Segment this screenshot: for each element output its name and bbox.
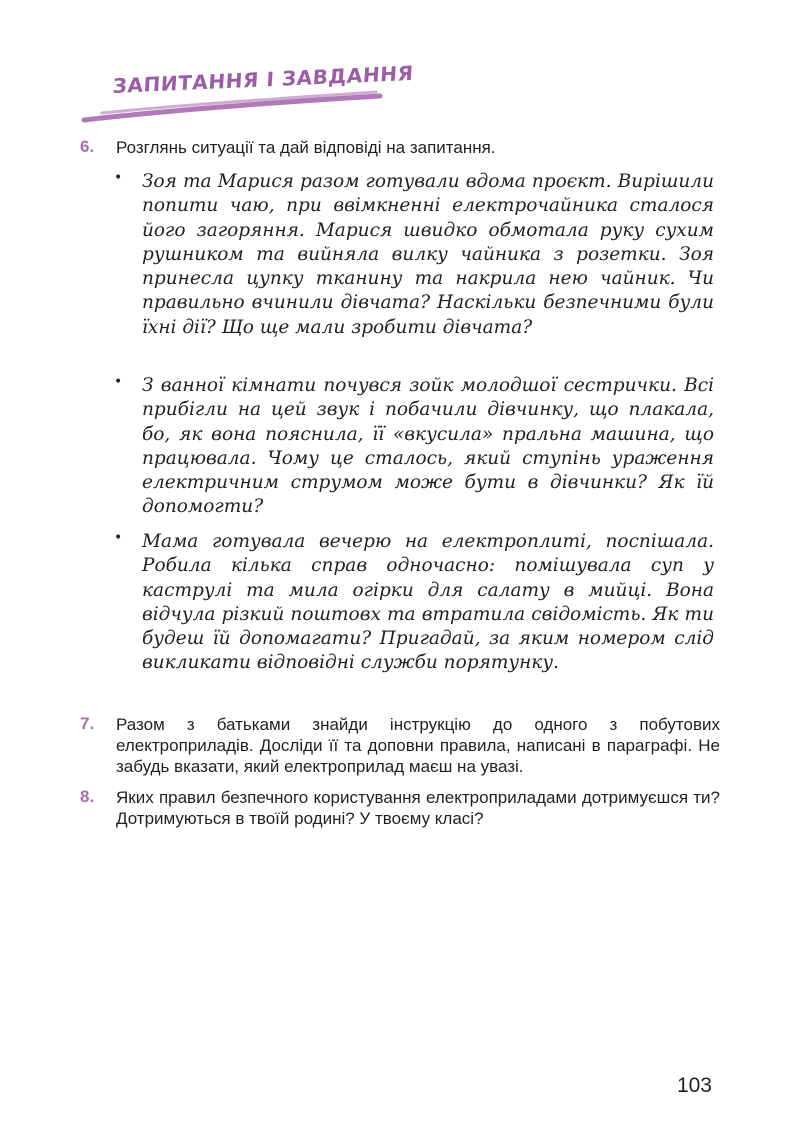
bullet-icon: • xyxy=(114,374,123,390)
task-text: Розглянь ситуації та дай відповіді на запитання. xyxy=(116,138,496,157)
bullet-icon: • xyxy=(114,170,123,186)
task-6 xyxy=(80,137,720,158)
scenario-text: Мама готувала вечерю на електроплиті, поспішала. Робила кілька справ одночасно: помішувала суп у каструлі та мила огірки для салату в мийці. Вона відчула різкий поштовх та втратила свідомість. Як ти будеш їй допомагати? Пригадай, за яким номером слід викликати відповідні служби порятунку. xyxy=(142,531,714,674)
bullet-icon: • xyxy=(114,530,123,546)
task-8 xyxy=(80,787,720,829)
task-text: Яких правил безпечного користування електроприладами дотримуєшся ти? Дотримуються в твоїй родині? У твоєму класі? xyxy=(116,788,720,828)
task-text: Разом з батьками знайди інструкцію до одного з побутових електроприладів. Досліди її та доповни правила, написані в параграфі. Не забудь вказати, який електроприлад маєш на увазі. xyxy=(116,715,720,776)
task-number: 6. xyxy=(80,137,95,156)
task-7 xyxy=(80,714,720,777)
scenario-kettle-fire xyxy=(114,170,714,340)
task-number: 7. xyxy=(80,714,95,733)
scenario-text: Зоя та Марися разом готували вдома проєкт. Вирішили попити чаю, при ввімкненні електрочайника сталося його загоряння. Марися швидко обмотала руку сухим рушником та вийняла вилку чайника з розетки. Зоя принесла цупку тканину та накрила нею чайник. Чи правильно вчинили дівчата? Наскільки безпечними були їхні дії? Що ще мали зробити дівчата? xyxy=(142,171,714,338)
scenario-electric-stove xyxy=(114,530,714,676)
task-number: 8. xyxy=(80,787,95,806)
section-heading-title: ЗАПИТАННЯ І ЗАВДАННЯ xyxy=(112,60,415,98)
section-heading xyxy=(80,60,415,132)
page-number: 103 xyxy=(676,1074,712,1097)
scenario-washing-machine xyxy=(114,374,714,520)
scenario-text: З ванної кімнати почувся зойк молодшої сестрички. Всі прибігли на цей звук і побачили дівчинку, що плакала, бо, як вона пояснила, її «вкусила» пральна машина, що працювала. Чому це сталось, який ступінь ураження електричним струмом може бути в дівчинки? Як їй допомогти? xyxy=(142,375,714,518)
